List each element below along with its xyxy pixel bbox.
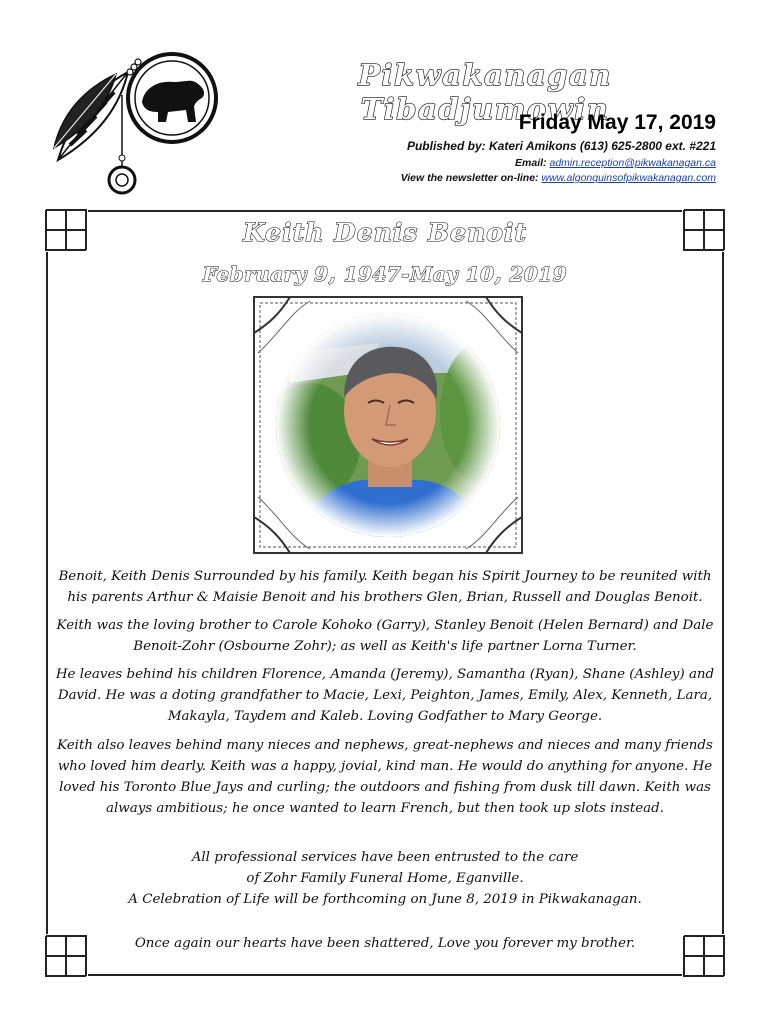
obituary-dates: February 9, 1947-May 10, 2019 <box>202 262 568 286</box>
email-label: Email: <box>515 157 550 169</box>
email-link[interactable]: admin.reception@pikwakanagan.ca <box>549 157 716 169</box>
website-label: View the newsletter on-line: <box>400 172 542 184</box>
closing-message: Once again our hearts have been shattered, Love you forever my brother. <box>134 936 636 951</box>
memorial-photo-frame <box>250 293 526 557</box>
services-line: All professional services have been entrusted to the care <box>191 850 579 865</box>
obituary-paragraph: He leaves behind his children Florence, Amanda (Jeremy), Samantha (Ryan), Shane (Ashley) and David. He was a doting grandfather to Macie, Lexi, Peighton, James, Emily, Alex, Kenneth, Lara, Makayla, Taydem and Kaleb. Loving Godfather to Mary George. <box>55 667 715 724</box>
email-line <box>515 157 716 169</box>
newsletter-masthead: Pikwakanagan Tibadjumowin <box>358 58 612 126</box>
small-dreamcatcher-icon <box>109 167 135 193</box>
obituary-paragraph: Keith also leaves behind many nieces and nephews, great-nephews and nieces and many friends who loved him dearly. Keith was a happy, jovial, kind man. He would do anything for anyone. He loved his Toronto Blue Jays and curling; the outdoors and fishing from dusk till dawn. Keith was always ambitious; he once wanted to learn French, but then took up slots instead. <box>57 738 713 816</box>
services-notice <box>54 847 716 910</box>
publisher-line: Published by: Kateri Amikons (613) 625-2800 ext. #221 <box>406 139 716 153</box>
obituary-name: Keith Denis Benoit <box>243 218 527 247</box>
issue-date: Friday May 17, 2019 <box>518 111 716 134</box>
obituary-paragraph: Benoit, Keith Denis Surrounded by his family. Keith began his Spirit Journey to be reunited with his parents Arthur & Maisie Benoit and his brothers Glen, Brian, Russell and Douglas Benoit. <box>58 569 712 605</box>
bear-dreamcatcher-logo <box>50 50 220 210</box>
services-line: of Zohr Family Funeral Home, Eganville. <box>246 871 524 886</box>
website-link[interactable]: www.algonquinsofpikwakanagan.com <box>541 172 716 184</box>
obituary-paragraph: Keith was the loving brother to Carole Kohoko (Garry), Stanley Benoit (Helen Bernard) and Dale Benoit-Zohr (Osbourne Zohr); as well as Keith's life partner Lorna Turner. <box>56 618 714 654</box>
website-line <box>401 172 716 184</box>
services-line: A Celebration of Life will be forthcoming on June 8, 2019 in Pikwakanagan. <box>128 892 642 907</box>
